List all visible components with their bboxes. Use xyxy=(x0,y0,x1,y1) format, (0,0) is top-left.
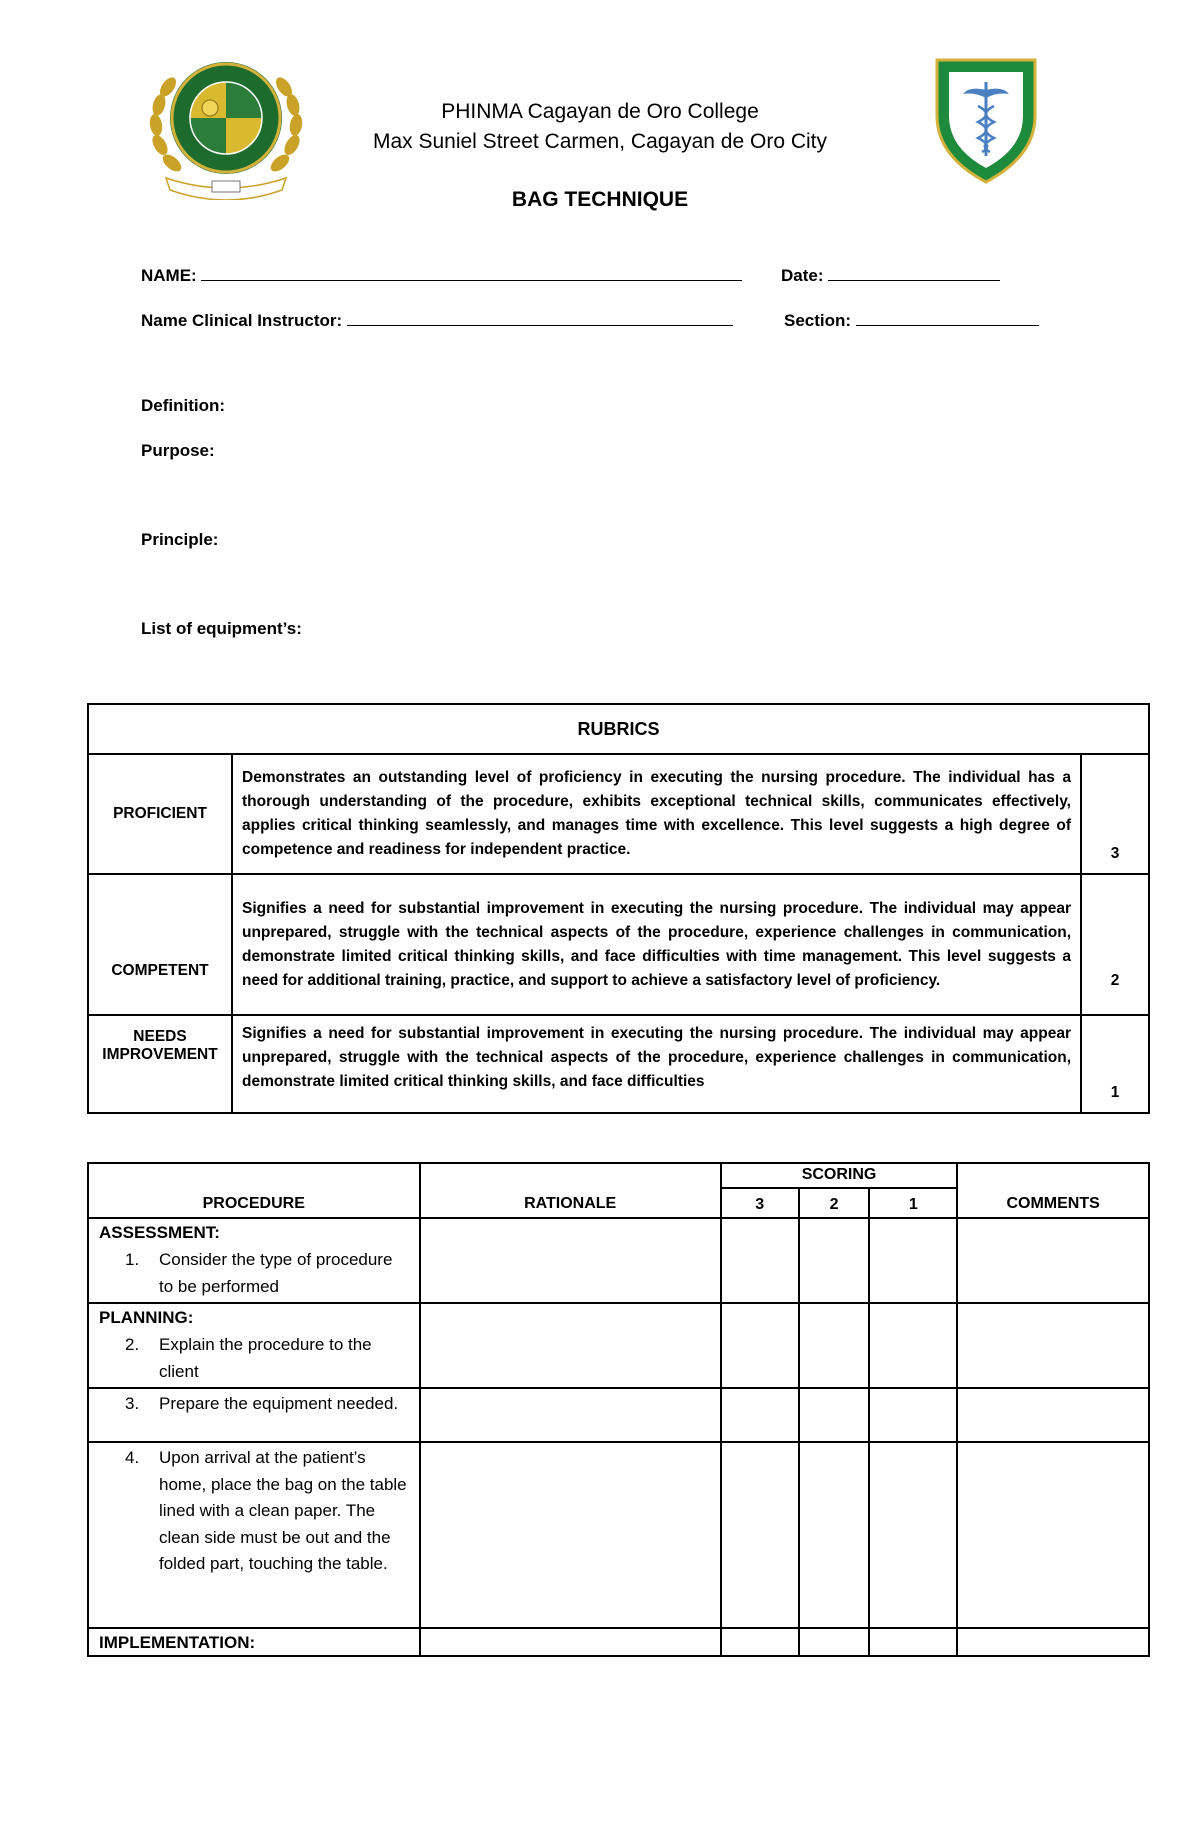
rubric-description: Signifies a need for substantial improvement in executing the nursing procedure. The individual may appear unprepared, struggle with the technical aspects of the procedure, experience challenges in communication, demonstrate limited critical thinking skills, and face difficulties with time management. This level suggests a need for additional training, practice, and support to achieve a satisfactory level of proficiency. xyxy=(232,874,1081,1015)
comments-cell[interactable] xyxy=(957,1218,1149,1303)
rationale-cell[interactable] xyxy=(420,1442,721,1628)
implementation-label: IMPLEMENTATION: xyxy=(99,1633,256,1652)
table-row xyxy=(88,1388,1149,1442)
rubrics-table xyxy=(87,703,1150,1114)
rationale-cell[interactable] xyxy=(420,1218,721,1303)
college-seal-icon xyxy=(146,50,306,200)
score-2-header: 2 xyxy=(799,1188,870,1218)
procedure-cell xyxy=(88,1303,420,1388)
score-2-cell[interactable] xyxy=(799,1218,870,1303)
planning-label: PLANNING: xyxy=(99,1308,194,1327)
procedure-cell xyxy=(88,1218,420,1303)
procedure-cell xyxy=(88,1628,420,1656)
scoring-header: SCORING xyxy=(721,1163,957,1188)
rubric-description: Signifies a need for substantial improvement in executing the nursing procedure. The individual may appear unprepared, struggle with the technical aspects of the procedure, experience challenges in communication, demonstrate limited critical thinking skills, and face difficulties xyxy=(232,1015,1081,1113)
date-field[interactable] xyxy=(781,264,1000,286)
score-1-cell[interactable] xyxy=(869,1628,957,1656)
list-item xyxy=(89,1389,419,1420)
college-name: PHINMA Cagayan de Oro College xyxy=(441,100,759,123)
page-title: BAG TECHNIQUE xyxy=(511,188,689,211)
list-item xyxy=(89,1330,419,1387)
list-item xyxy=(89,1443,419,1580)
score-3-header: 3 xyxy=(721,1188,799,1218)
score-2-cell[interactable] xyxy=(799,1442,870,1628)
step-text: Prepare the equipment needed. xyxy=(159,1394,399,1413)
list-item xyxy=(89,1245,419,1302)
score-1-cell[interactable] xyxy=(869,1442,957,1628)
table-row xyxy=(88,1303,1149,1388)
score-3-cell[interactable] xyxy=(721,1218,799,1303)
score-1-cell[interactable] xyxy=(869,1388,957,1442)
instructor-input-line[interactable] xyxy=(347,309,733,326)
date-input-line[interactable] xyxy=(828,264,1000,281)
table-row xyxy=(88,1628,1149,1656)
rubric-level: NEEDS IMPROVEMENT xyxy=(88,1015,232,1113)
date-label: Date: xyxy=(781,266,824,285)
rationale-cell[interactable] xyxy=(420,1628,721,1656)
rubric-level: PROFICIENT xyxy=(88,754,232,874)
score-2-cell[interactable] xyxy=(799,1303,870,1388)
rubric-row-competent xyxy=(88,874,1149,1015)
step-number: 2. xyxy=(125,1335,140,1354)
procedure-cell xyxy=(88,1388,420,1442)
rationale-cell[interactable] xyxy=(420,1388,721,1442)
score-3-cell[interactable] xyxy=(721,1442,799,1628)
instructor-field[interactable] xyxy=(141,309,733,331)
assessment-label: ASSESSMENT: xyxy=(99,1223,220,1242)
comments-cell[interactable] xyxy=(957,1628,1149,1656)
step-number: 1. xyxy=(125,1250,140,1269)
college-address: Max Suniel Street Carmen, Cagayan de Oro City xyxy=(372,130,828,153)
rubric-score: 3 xyxy=(1081,754,1149,874)
score-3-cell[interactable] xyxy=(721,1628,799,1656)
rubric-level: COMPETENT xyxy=(88,874,232,1015)
rubric-score: 1 xyxy=(1081,1015,1149,1113)
rubrics-title: RUBRICS xyxy=(88,704,1149,754)
procedure-cell xyxy=(88,1442,420,1628)
comments-cell[interactable] xyxy=(957,1303,1149,1388)
comments-header: COMMENTS xyxy=(957,1163,1149,1218)
equipment-label: List of equipment’s: xyxy=(141,619,302,638)
score-3-cell[interactable] xyxy=(721,1388,799,1442)
procedure-header: PROCEDURE xyxy=(88,1163,420,1218)
instructor-label: Name Clinical Instructor: xyxy=(141,311,343,330)
rubric-row-proficient xyxy=(88,754,1149,874)
step-number: 4. xyxy=(125,1448,140,1467)
score-1-cell[interactable] xyxy=(869,1303,957,1388)
comments-cell[interactable] xyxy=(957,1442,1149,1628)
purpose-label: Purpose: xyxy=(141,441,215,460)
score-1-cell[interactable] xyxy=(869,1218,957,1303)
name-input-line[interactable] xyxy=(201,264,742,281)
rubric-score: 2 xyxy=(1081,874,1149,1015)
section-label: Section: xyxy=(784,311,852,330)
principle-label: Principle: xyxy=(141,530,219,549)
rationale-header: RATIONALE xyxy=(420,1163,721,1218)
table-row xyxy=(88,1442,1149,1628)
section-input-line[interactable] xyxy=(856,309,1039,326)
section-field[interactable] xyxy=(784,309,1039,331)
name-field[interactable] xyxy=(141,264,742,286)
score-2-cell[interactable] xyxy=(799,1388,870,1442)
name-label: NAME: xyxy=(141,266,197,285)
step-text: Explain the procedure to the client xyxy=(159,1335,372,1381)
rubric-row-needs-improvement xyxy=(88,1015,1149,1113)
score-1-header: 1 xyxy=(869,1188,957,1218)
comments-cell[interactable] xyxy=(957,1388,1149,1442)
step-number: 3. xyxy=(125,1394,140,1413)
rationale-cell[interactable] xyxy=(420,1303,721,1388)
definition-label: Definition: xyxy=(141,396,226,415)
rubric-description: Demonstrates an outstanding level of proficiency in executing the nursing procedure. The individual has a thorough understanding of the procedure, exhibits exceptional technical skills, communicates effectively, applies critical thinking seamlessly, and manages time with excellence. This level suggests a high degree of competence and readiness for independent practice. xyxy=(232,754,1081,874)
procedure-table xyxy=(87,1162,1150,1657)
score-3-cell[interactable] xyxy=(721,1303,799,1388)
step-text: Consider the type of procedure to be performed xyxy=(159,1250,393,1296)
table-row xyxy=(88,1218,1149,1303)
score-2-cell[interactable] xyxy=(799,1628,870,1656)
step-text: Upon arrival at the patient’s home, place the bag on the table lined with a clean paper. The clean side must be out and the folded part, touching the table. xyxy=(159,1448,407,1573)
